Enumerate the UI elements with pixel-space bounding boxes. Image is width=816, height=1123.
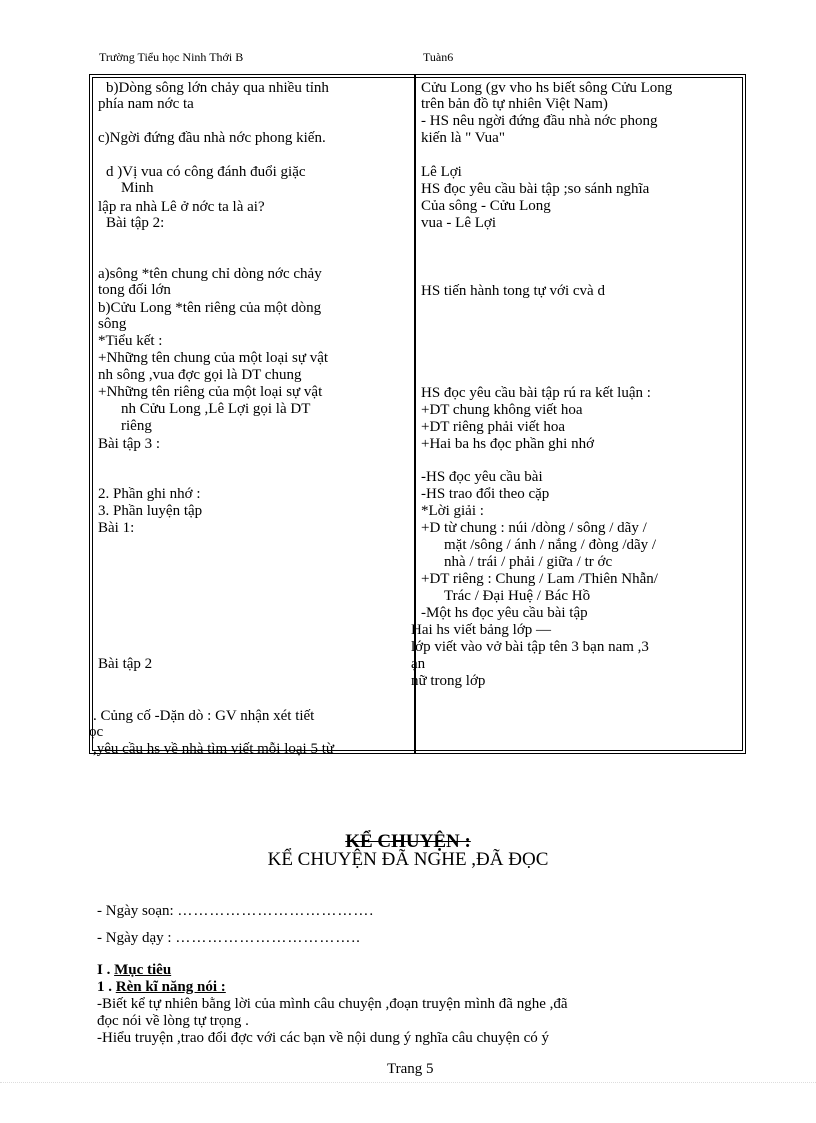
date-teach bbox=[97, 930, 361, 946]
table-cell-right: HS tiến hành tong tự với cvà d bbox=[421, 283, 605, 299]
skill-subheading bbox=[97, 979, 226, 995]
table-cell-left: Bài tập 2: bbox=[106, 215, 165, 231]
table-cell-left: ọc bbox=[89, 724, 104, 740]
objective-line: -Biết kể tự nhiên bằng lời của mình câu chuyện ,đoạn truyện mình đã nghe ,đã bbox=[97, 996, 568, 1012]
table-cell-left: +Những tên chung của một loại sự vật bbox=[98, 350, 329, 366]
table-cell-left: b)Cửu Long *tên riêng của một dòng bbox=[98, 300, 322, 316]
table-cell-right: HS đọc yêu cầu bài tập ;so sánh nghĩa bbox=[421, 181, 650, 197]
table-cell-left: Bài tập 2 bbox=[98, 656, 153, 672]
objective-line: đọc nói về lòng tự trọng . bbox=[97, 1013, 249, 1029]
table-cell-left: 3. Phần luyện tập bbox=[98, 503, 203, 519]
objectives-heading-num: I . bbox=[97, 962, 115, 978]
table-cell-left: riêng bbox=[121, 418, 152, 434]
table-cell-right: -HS đọc yêu cầu bài bbox=[421, 469, 543, 485]
table-cell-left: d )Vị vua có công đánh đuổi giặc bbox=[106, 164, 306, 180]
table-cell-right: - HS nêu ngời đứng đầu nhà nớc phong bbox=[421, 113, 658, 129]
table-cell-right: HS đọc yêu cầu bài tập rú ra kết luận : bbox=[421, 385, 651, 401]
table-cell-left: nh Cửu Long ,Lê Lợi gọi là DT bbox=[121, 401, 311, 417]
table-cell-left: 2. Phần ghi nhớ : bbox=[98, 486, 201, 502]
school-name: Trường Tiểu học Ninh Thới B bbox=[99, 50, 244, 64]
table-cell-right: +DT riêng : Chung / Lam /Thiên Nhẫn/ bbox=[421, 571, 658, 587]
table-cell-left: nh sông ,vua đợc gọi là DT chung bbox=[98, 367, 302, 383]
table-cell-right: +DT riêng phải viết hoa bbox=[421, 419, 565, 435]
table-cell-right: Cửu Long (gv vho hs biết sông Cửu Long bbox=[421, 80, 673, 96]
table-cell-right: Lê Lợi bbox=[421, 164, 462, 180]
table-cell-right: +D từ chung : núi /dòng / sông / dãy / bbox=[421, 520, 647, 536]
table-cell-right: lớp viết vào vở bài tập tên 3 bạn nam ,3 bbox=[411, 639, 649, 655]
table-cell-right: kiến là " Vua" bbox=[421, 130, 505, 146]
table-cell-right: nữ trong lớp bbox=[411, 673, 486, 689]
table-cell-left: b)Dòng sông lớn chảy qua nhiều tỉnh bbox=[106, 80, 329, 96]
date-teach-dots: …………………………….. bbox=[175, 930, 361, 946]
objective-line: -Hiểu truyện ,trao đổi đợc với các bạn về nội dung ý nghĩa câu chuyện có ý bbox=[97, 1030, 549, 1046]
table-cell-right: mặt /sông / ánh / nắng / đòng /dãy / bbox=[444, 537, 657, 553]
table-cell-left: phía nam nớc ta bbox=[98, 96, 194, 112]
table-cell-left: . Củng cố -Dặn dò : GV nhận xét tiết bbox=[93, 708, 315, 724]
page-number: Trang 5 bbox=[387, 1061, 434, 1077]
table-cell-left: *Tiểu kết : bbox=[98, 333, 163, 349]
section-title: KỂ CHUYỆN ĐÃ NGHE ,ĐÃ ĐỌC bbox=[267, 849, 549, 870]
table-cell-right: Hai hs viết bảng lớp — bbox=[411, 622, 551, 638]
date-teach-label: - Ngày dạy : bbox=[97, 930, 176, 946]
table-cell-right: Của sông - Cửu Long bbox=[421, 198, 551, 214]
table-cell-right: *Lời giải : bbox=[421, 503, 484, 519]
table-cell-right: trên bản đồ tự nhiên Việt Nam) bbox=[421, 96, 608, 112]
week-label: Tuàn6 bbox=[423, 50, 454, 64]
skill-subheading-text: Rèn kĩ năng nói : bbox=[115, 979, 226, 995]
table-cell-left: ,yêu cầu hs về nhà tìm viết mỗi loại 5 từ bbox=[93, 741, 334, 757]
table-cell-right: Trác / Đại Huệ / Bác Hồ bbox=[444, 588, 591, 604]
table-cell-right: +Hai ba hs đọc phần ghi nhớ bbox=[421, 436, 595, 452]
table-cell-right: nhà / trái / phải / giữa / tr ớc bbox=[444, 554, 613, 570]
date-prepare-dots: ………………………………. bbox=[177, 903, 375, 919]
table-cell-left: c)Ngời đứng đầu nhà nớc phong kiến. bbox=[98, 130, 326, 146]
table-cell-left: tong đối lớn bbox=[98, 282, 171, 298]
page-bottom-edge bbox=[0, 1082, 816, 1123]
table-cell-right: vua - Lê Lợi bbox=[421, 215, 496, 231]
date-prepare bbox=[97, 903, 374, 919]
section-title-struck-text: KỂ CHUYỆN : bbox=[345, 831, 471, 852]
table-cell-left: a)sông *tên chung chỉ dòng nớc chảy bbox=[98, 266, 322, 282]
table-cell-left: Minh bbox=[121, 180, 154, 196]
table-cell-left: lập ra nhà Lê ở nớc ta là ai? bbox=[98, 199, 265, 215]
table-cell-right: ạn bbox=[411, 656, 426, 672]
table-cell-right: -Một hs đọc yêu cầu bài tập bbox=[421, 605, 588, 621]
skill-subheading-num: 1 . bbox=[97, 979, 116, 995]
table-cell-right: +DT chung không viết hoa bbox=[421, 402, 583, 418]
table-cell-right: -HS trao đổi theo cặp bbox=[421, 486, 550, 502]
table-cell-left: +Những tên riêng của một loại sự vật bbox=[98, 384, 323, 400]
table-cell-left: Bài tập 3 : bbox=[98, 436, 161, 452]
date-prepare-label: - Ngày soạn: bbox=[97, 903, 178, 919]
objectives-heading-text: Mục tiêu bbox=[114, 962, 172, 978]
table-cell-left: sông bbox=[98, 316, 127, 332]
objectives-heading bbox=[97, 962, 171, 978]
table-cell-left: Bài 1: bbox=[98, 520, 135, 536]
